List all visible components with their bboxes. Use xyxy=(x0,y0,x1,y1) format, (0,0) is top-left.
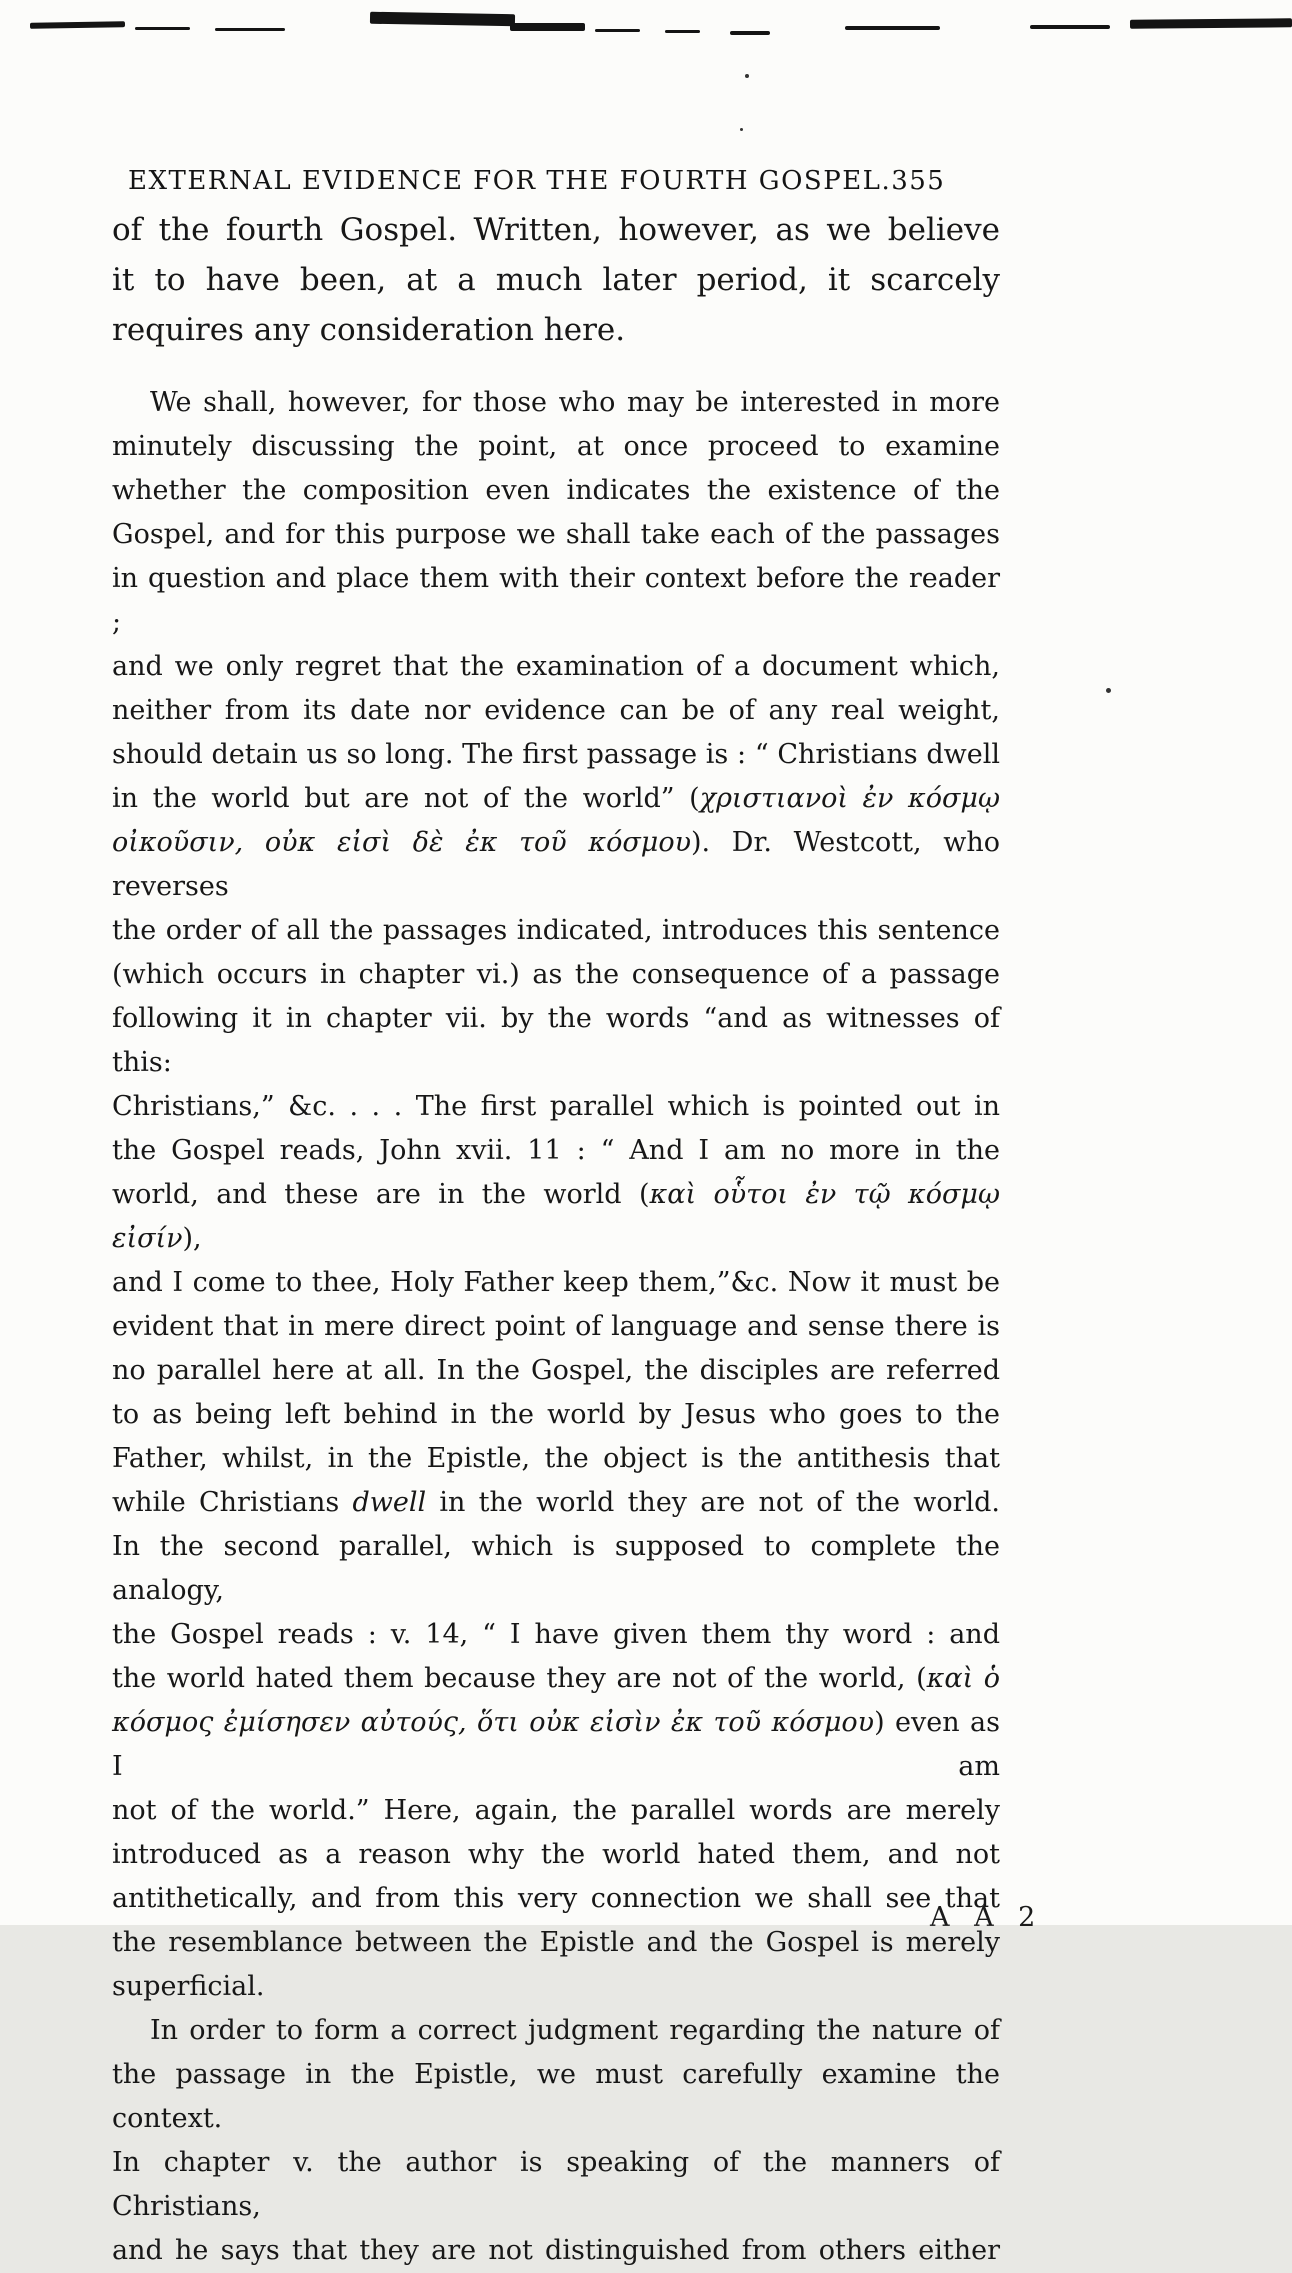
text-line: the Gospel reads, John xvii. 11 : “ And I am no more in the xyxy=(112,1135,1000,1166)
text-line: not of the world.” Here, again, the parallel words are merely xyxy=(112,1795,1000,1826)
paragraph xyxy=(112,2009,1000,2273)
scan-artifact-mark xyxy=(215,28,285,31)
scan-artifact-mark xyxy=(730,31,770,35)
text-line: the Gospel reads : v. 14, “ I have given them thy word : and xyxy=(112,1619,1000,1650)
text-line: no parallel here at all. In the Gospel, the disciples are referred xyxy=(112,1355,1000,1386)
text-line: (which occurs in chapter vi.) as the consequence of a passage xyxy=(112,959,1000,990)
paragraph xyxy=(112,381,1000,2009)
text-line: the passage in the Epistle, we must carefully examine the context. xyxy=(112,2059,1000,2134)
text-line: minutely discussing the point, at once proceed to examine xyxy=(112,431,1000,462)
text-line: it to have been, at a much later period, it scarcely xyxy=(112,262,1000,298)
scan-artifact-mark xyxy=(510,23,585,31)
text-line: superficial. xyxy=(112,1971,265,2002)
text-line: evident that in mere direct point of language and sense there is xyxy=(112,1311,1000,1342)
text-line: In order to form a correct judgment regarding the nature of xyxy=(150,2015,1000,2046)
scan-artifact-mark xyxy=(370,12,515,27)
text-line: Gospel, and for this purpose we shall take each of the passages xyxy=(112,519,1000,550)
text-line: should detain us so long. The first passage is : “ Christians dwell xyxy=(112,739,1000,770)
scan-speck xyxy=(745,74,749,78)
text-line: κόσμος ἐμίσησεν αὐτούς, ὅτι οὐκ εἰσὶν ἐκ τοῦ κόσμου) even as I am xyxy=(112,1707,1000,1782)
paragraph xyxy=(112,205,1000,355)
text-line: to as being left behind in the world by Jesus who goes to the xyxy=(112,1399,1000,1430)
text-line: and he says that they are not distinguished from others either xyxy=(112,2235,1000,2266)
text-line: world, and these are in the world (καὶ οὗτοι ἐν τῷ κόσμῳ εἰσίν), xyxy=(112,1179,1000,1254)
text-line: while Christians dwell in the world they are not of the world. xyxy=(112,1487,1000,1518)
text-line: and I come to thee, Holy Father keep them,”&c. Now it must be xyxy=(112,1267,1000,1298)
text-line: antithetically, and from this very connection we shall see that xyxy=(112,1883,1000,1914)
text-line: requires any consideration here. xyxy=(112,312,626,348)
text-line: the resemblance between the Epistle and the Gospel is merely xyxy=(112,1927,1000,1958)
scan-artifact-mark xyxy=(135,27,190,30)
text-line: of the fourth Gospel. Written, however, as we believe xyxy=(112,212,1000,248)
signature-mark: A A 2 xyxy=(930,1902,1044,1933)
scan-artifact-mark xyxy=(1130,18,1292,28)
header-title: EXTERNAL EVIDENCE FOR THE FOURTH GOSPEL. xyxy=(128,166,892,196)
text-line: In chapter v. the author is speaking of the manners of Christians, xyxy=(112,2147,1000,2222)
page-number: 355 xyxy=(891,166,946,196)
scan-artifact-mark xyxy=(845,26,940,30)
text-body xyxy=(112,205,1000,2273)
text-line: in question and place them with their context before the reader ; xyxy=(112,563,1000,638)
text-line: In the second parallel, which is supposed to complete the analogy, xyxy=(112,1531,1000,1606)
text-line: the order of all the passages indicated, introduces this sentence xyxy=(112,915,1000,946)
running-header xyxy=(128,166,946,196)
text-line: οἰκοῦσιν, οὐκ εἰσὶ δὲ ἐκ τοῦ κόσμου). Dr. Westcott, who reverses xyxy=(112,827,1001,902)
scan-artifact-mark xyxy=(595,29,640,32)
scan-speck xyxy=(1106,688,1111,693)
text-line: neither from its date nor evidence can be of any real weight, xyxy=(112,695,1000,726)
scan-artifact-mark xyxy=(30,21,125,29)
scan-speck xyxy=(740,128,743,131)
text-line: the world hated them because they are not of the world, (καὶ ὁ xyxy=(112,1663,1000,1694)
text-line: whether the composition even indicates the existence of the xyxy=(112,475,1000,506)
scan-artifact-mark xyxy=(665,30,700,33)
text-line: We shall, however, for those who may be interested in more xyxy=(150,387,1000,418)
text-line: in the world but are not of the world” (χριστιανοὶ ἐν κόσμῳ xyxy=(112,783,1000,814)
text-line: and we only regret that the examination of a document which, xyxy=(112,651,1000,682)
scan-artifact-mark xyxy=(1030,25,1110,29)
text-line: following it in chapter vii. by the words “and as witnesses of this: xyxy=(112,1003,1000,1078)
text-line: introduced as a reason why the world hated them, and not xyxy=(112,1839,1000,1870)
text-line: Father, whilst, in the Epistle, the object is the antithesis that xyxy=(112,1443,1000,1474)
text-line: Christians,” &c. . . . The first parallel which is pointed out in xyxy=(112,1091,1000,1122)
